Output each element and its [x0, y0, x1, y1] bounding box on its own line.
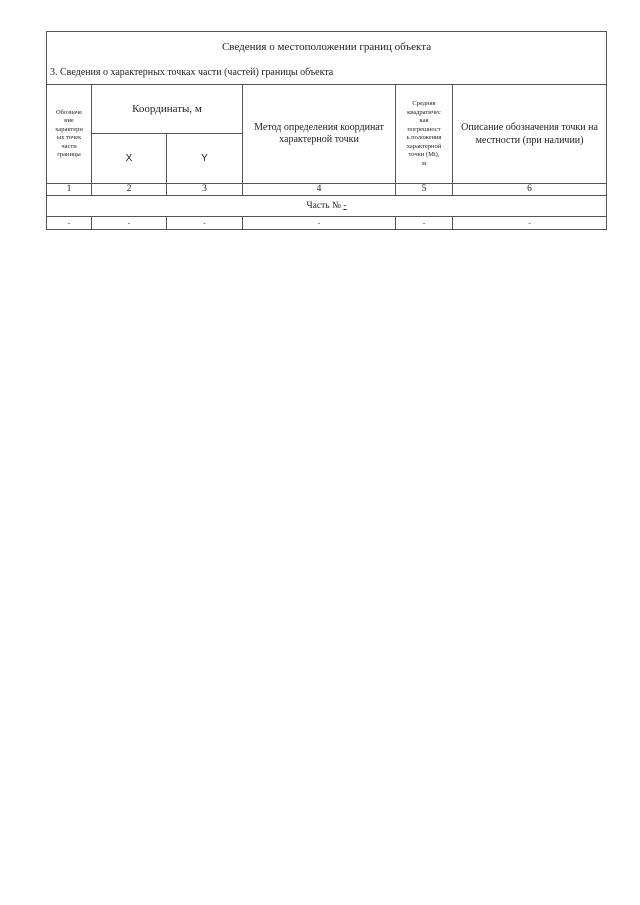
column-number: 2 [92, 184, 167, 196]
part-row [47, 196, 607, 217]
column-number: 3 [167, 184, 243, 196]
column-number-row [47, 184, 607, 196]
header-coordinates: Координаты, м [92, 85, 243, 134]
table-cell: - [92, 217, 167, 230]
part-label: Часть № [306, 201, 342, 211]
part-number-cell [47, 196, 607, 217]
column-number: 4 [243, 184, 396, 196]
section-subtitle: 3. Сведения о характерных точках части (частей) границы объекта [50, 67, 334, 78]
table-cell: - [47, 217, 92, 230]
header-x: X [92, 134, 167, 184]
column-number: 6 [453, 184, 607, 196]
title-row [47, 32, 607, 85]
table-cell: - [396, 217, 453, 230]
table-cell: - [453, 217, 607, 230]
header-point-designation: Обозначе ние характерн ых точек части границы [47, 85, 92, 184]
header-method: Метод определения координат характерной точки [243, 85, 396, 184]
table-cell: - [243, 217, 396, 230]
document-sheet [46, 31, 606, 230]
title-cell [47, 32, 607, 85]
part-value: - [343, 201, 347, 211]
document-title: Сведения о местоположении границ объекта [221, 41, 432, 53]
header-y: Y [167, 134, 243, 184]
column-number: 5 [396, 184, 453, 196]
header-rms-error: Средняя квадратичес кая погрешност ь положения характерной точки (Mt), м [396, 85, 453, 184]
boundary-points-table [46, 31, 607, 230]
table-row [47, 217, 607, 230]
header-row-1 [47, 85, 607, 134]
table-cell: - [167, 217, 243, 230]
header-description: Описание обозначения точки на местности (при наличии) [453, 85, 607, 184]
column-number: 1 [47, 184, 92, 196]
